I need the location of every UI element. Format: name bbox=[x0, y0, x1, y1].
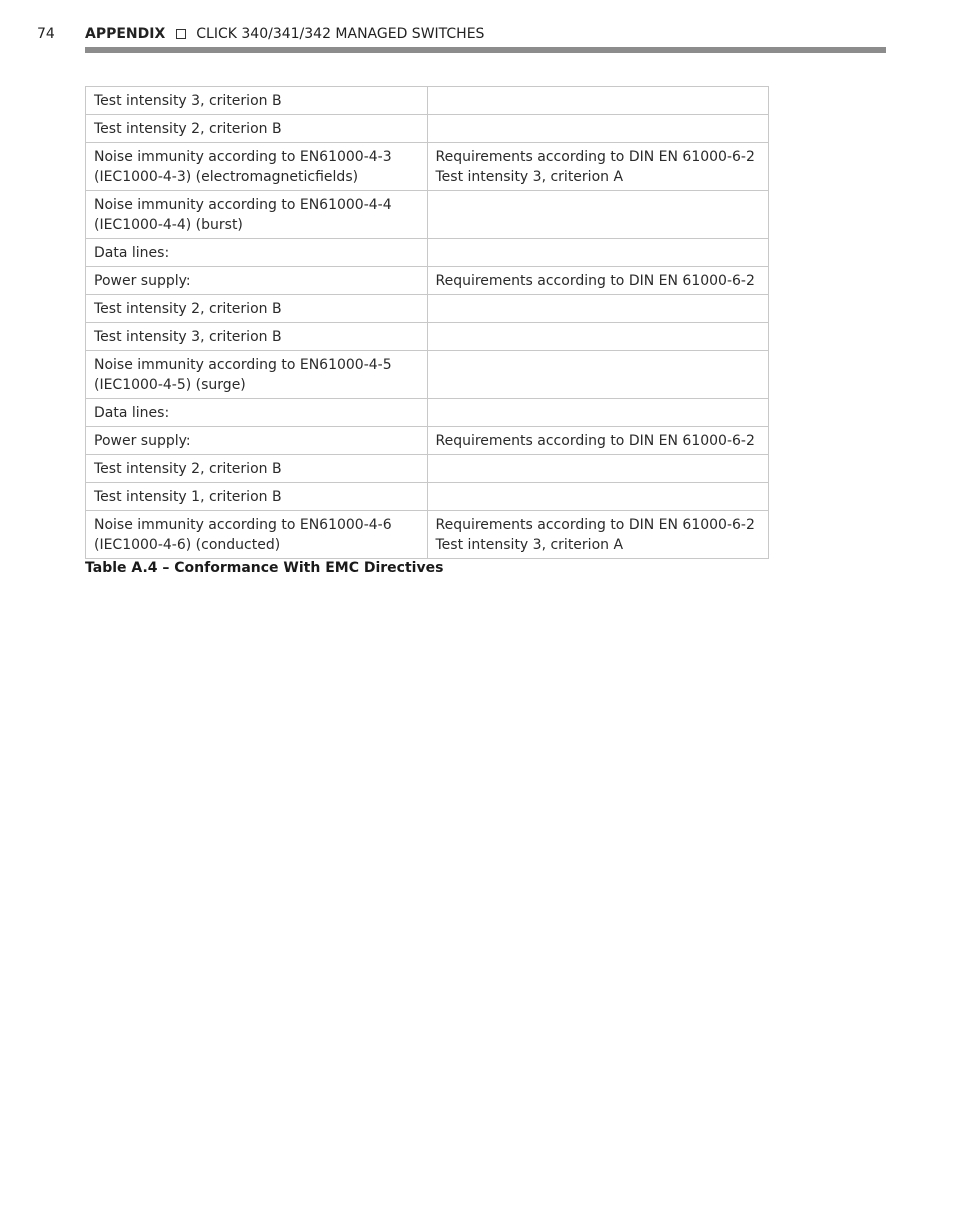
table-cell-requirement bbox=[427, 323, 769, 351]
cell-line: Test intensity 3, criterion B bbox=[94, 93, 282, 109]
table-row bbox=[86, 191, 769, 239]
cell-line: Test intensity 2, criterion B bbox=[94, 301, 282, 317]
table-row bbox=[86, 399, 769, 427]
table-cell-item bbox=[86, 87, 428, 115]
table-cell-item bbox=[86, 295, 428, 323]
cell-line: Test intensity 3, criterion B bbox=[94, 329, 282, 345]
table-cell-requirement bbox=[427, 483, 769, 511]
table-cell-item bbox=[86, 239, 428, 267]
cell-line: Requirements according to DIN EN 61000-6-2 bbox=[435, 273, 755, 289]
table-cell-requirement bbox=[427, 87, 769, 115]
cell-line: Noise immunity according to EN61000-4-5 bbox=[94, 357, 392, 373]
table-cell-requirement bbox=[427, 239, 769, 267]
emc-conformance-table bbox=[85, 86, 769, 559]
table-cell-requirement bbox=[427, 143, 769, 191]
table-cell-item bbox=[86, 115, 428, 143]
page-header bbox=[0, 0, 954, 60]
cell-line: Data lines: bbox=[94, 405, 170, 421]
table-body bbox=[86, 87, 769, 559]
cell-line: Test intensity 3, criterion A bbox=[435, 169, 624, 185]
table-row bbox=[86, 87, 769, 115]
cell-line: Power supply: bbox=[94, 433, 191, 449]
table-cell-item bbox=[86, 455, 428, 483]
table-cell-requirement bbox=[427, 295, 769, 323]
cell-line: Test intensity 2, criterion B bbox=[94, 121, 282, 137]
cell-line: Test intensity 2, criterion B bbox=[94, 461, 282, 477]
cell-line: Power supply: bbox=[94, 273, 191, 289]
cell-line: Test intensity 1, criterion B bbox=[94, 489, 282, 505]
table-row bbox=[86, 351, 769, 399]
table-row bbox=[86, 295, 769, 323]
cell-line: Requirements according to DIN EN 61000-6-2 bbox=[435, 517, 755, 533]
table-row bbox=[86, 511, 769, 559]
section-title: APPENDIX bbox=[85, 26, 166, 42]
cell-line: (IEC1000-4-3) (electromagneticfields) bbox=[94, 169, 359, 185]
table-cell-requirement bbox=[427, 267, 769, 295]
cell-line: Noise immunity according to EN61000-4-6 bbox=[94, 517, 392, 533]
table-cell-item bbox=[86, 427, 428, 455]
table-row bbox=[86, 239, 769, 267]
running-head bbox=[85, 26, 484, 42]
table-row bbox=[86, 143, 769, 191]
table-cell-item bbox=[86, 483, 428, 511]
cell-line: (IEC1000-4-5) (surge) bbox=[94, 377, 246, 393]
table-cell-requirement bbox=[427, 399, 769, 427]
table-caption: Table A.4 – Conformance With EMC Directives bbox=[85, 560, 444, 576]
table-cell-item bbox=[86, 511, 428, 559]
table-cell-requirement bbox=[427, 115, 769, 143]
table-row bbox=[86, 115, 769, 143]
cell-line: (IEC1000-4-4) (burst) bbox=[94, 217, 243, 233]
table-cell-requirement bbox=[427, 511, 769, 559]
document-title: CLICK 340/341/342 MANAGED SWITCHES bbox=[196, 26, 485, 42]
header-rule bbox=[85, 47, 886, 53]
table-cell-item bbox=[86, 351, 428, 399]
table-cell-requirement bbox=[427, 191, 769, 239]
page-number: 74 bbox=[37, 26, 55, 42]
cell-line: Data lines: bbox=[94, 245, 170, 261]
cell-line: Noise immunity according to EN61000-4-4 bbox=[94, 197, 392, 213]
table-row bbox=[86, 483, 769, 511]
table-cell-item bbox=[86, 267, 428, 295]
table-cell-item bbox=[86, 399, 428, 427]
table-cell-requirement bbox=[427, 455, 769, 483]
table-row bbox=[86, 267, 769, 295]
cell-line: (IEC1000-4-6) (conducted) bbox=[94, 537, 281, 553]
cell-line: Requirements according to DIN EN 61000-6-2 bbox=[435, 433, 755, 449]
table-cell-item bbox=[86, 191, 428, 239]
table-row bbox=[86, 323, 769, 351]
table-cell-item bbox=[86, 323, 428, 351]
cell-line: Test intensity 3, criterion A bbox=[435, 537, 624, 553]
table-row bbox=[86, 455, 769, 483]
table-cell-item bbox=[86, 143, 428, 191]
cell-line: Noise immunity according to EN61000-4-3 bbox=[94, 149, 392, 165]
separator-box-icon bbox=[176, 29, 186, 39]
cell-line: Requirements according to DIN EN 61000-6-2 bbox=[435, 149, 755, 165]
table-cell-requirement bbox=[427, 427, 769, 455]
table-cell-requirement bbox=[427, 351, 769, 399]
table-row bbox=[86, 427, 769, 455]
